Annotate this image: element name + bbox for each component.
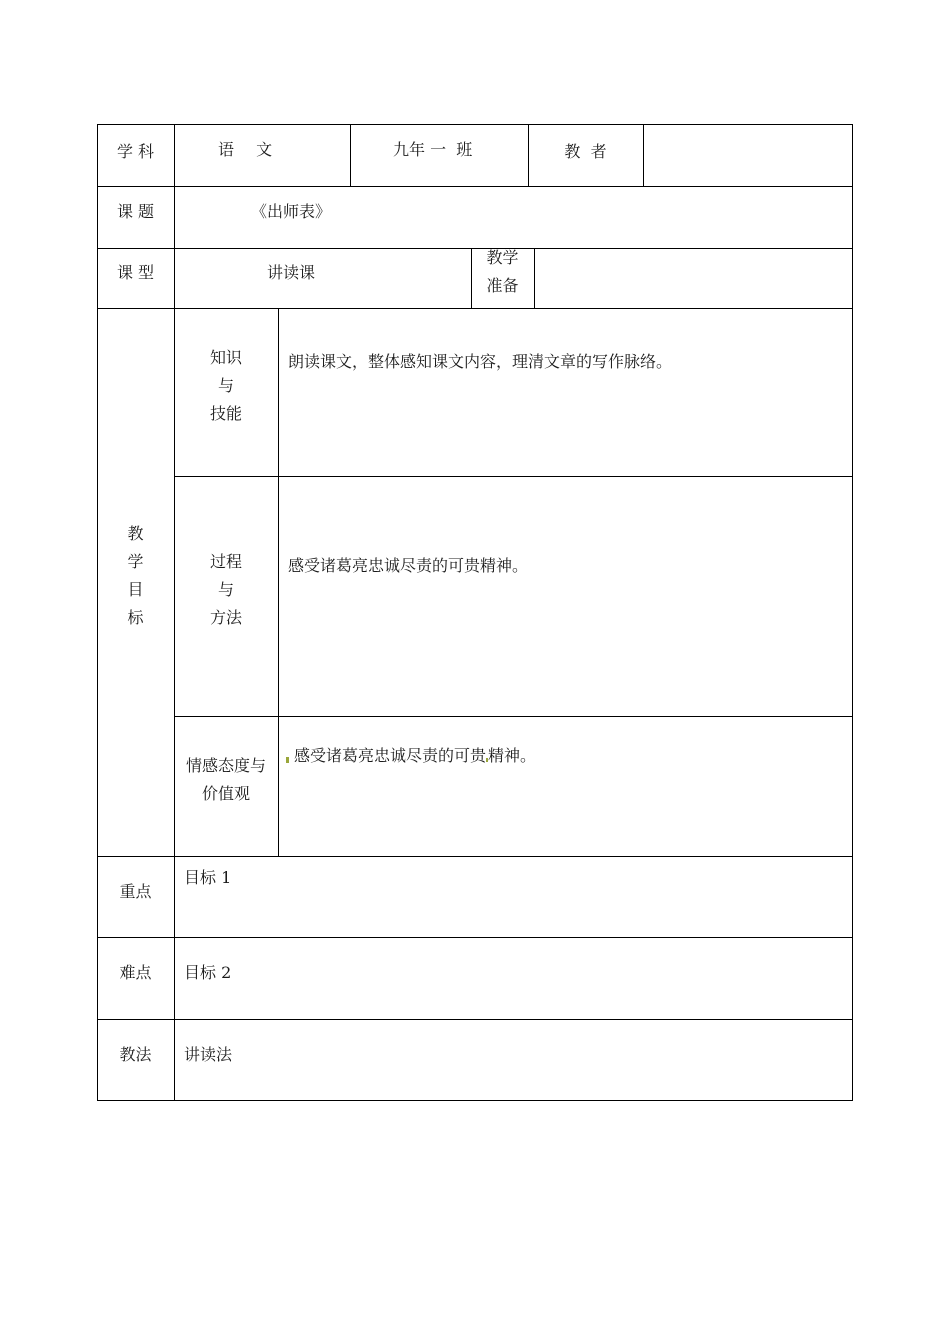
type-value: 讲读课 (267, 263, 316, 282)
table-border-bottom (97, 1100, 853, 1101)
key-point-value: 目标 1 (184, 868, 232, 887)
header-divider-class (350, 124, 351, 186)
method-value: 讲读法 (184, 1045, 233, 1064)
row-divider-5 (97, 937, 853, 938)
prep-label (471, 244, 534, 300)
anchor-marker-icon (286, 757, 289, 763)
emotion-label-line-2: 价值观 (201, 784, 250, 803)
method-label: 教法 (119, 1045, 152, 1064)
emotion-text-part-2: 精神。 (488, 746, 537, 765)
objectives-label (97, 520, 174, 632)
objectives-label-char-1: 教 (127, 524, 144, 543)
subject-value: 语 文 (218, 140, 273, 159)
objectives-label-char-3: 目 (127, 580, 144, 599)
emotion-label (174, 752, 278, 808)
prep-label-line-2: 准备 (486, 276, 519, 295)
row-divider-knowledge (174, 476, 853, 477)
prep-label-line-1: 教学 (486, 248, 519, 267)
process-label-line-1: 过程 (209, 552, 242, 571)
objectives-subcolumn-divider (278, 308, 279, 856)
emotion-text-part-1: 感受诸葛亮忠诚尽责的可贵 (294, 746, 487, 765)
emotion-text (286, 746, 536, 766)
row-divider-4 (97, 856, 853, 857)
knowledge-label-line-2: 与 (217, 376, 234, 395)
objectives-label-char-2: 学 (127, 552, 144, 571)
process-text: 感受诸葛亮忠诚尽责的可贵精神。 (288, 556, 529, 575)
process-label (174, 548, 278, 632)
row-divider-6 (97, 1019, 853, 1020)
subject-label: 学 科 (116, 142, 155, 161)
topic-value: 《出师表》 (251, 202, 332, 221)
emotion-label-line-1: 情感态度与 (185, 756, 266, 775)
table-border-top (97, 124, 853, 125)
objectives-label-char-4: 标 (127, 608, 144, 627)
topic-label: 课 题 (116, 202, 155, 221)
difficulty-label: 难点 (119, 963, 152, 982)
row-divider-3 (97, 308, 853, 309)
knowledge-label (174, 344, 278, 428)
knowledge-text: 朗读课文，整体感知课文内容，理清文章的写作脉络。 (288, 352, 673, 371)
key-point-label: 重点 (119, 882, 152, 901)
teacher-label: 教 者 (564, 142, 607, 161)
type-divider-prep-value (534, 248, 535, 308)
knowledge-label-line-3: 技能 (209, 404, 242, 423)
row-divider-process (174, 716, 853, 717)
row-divider-1 (97, 186, 853, 187)
header-divider-teacher-value (643, 124, 644, 186)
difficulty-value: 目标 2 (184, 963, 232, 982)
type-label: 课 型 (116, 263, 155, 282)
knowledge-label-line-1: 知识 (209, 348, 242, 367)
process-label-line-3: 方法 (209, 608, 242, 627)
class-value: 九年 一 班 (393, 140, 473, 159)
process-label-line-2: 与 (217, 580, 234, 599)
table-border-right (852, 124, 853, 1101)
